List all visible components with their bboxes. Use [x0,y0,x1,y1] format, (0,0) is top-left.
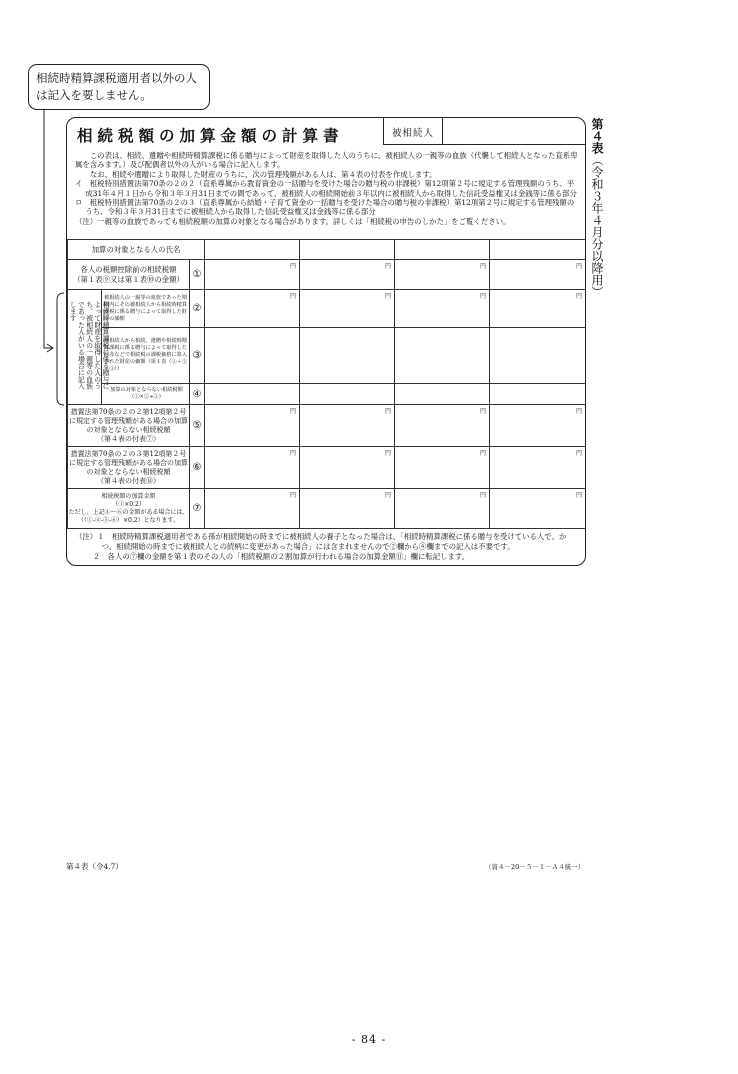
amount-cell[interactable] [395,328,490,384]
amount-cell[interactable]: 円 [300,489,395,529]
amount-cell[interactable]: 円 [395,447,490,489]
row-number: ⑦ [190,489,205,529]
amount-cell[interactable]: 円 [300,290,395,328]
amount-cell[interactable]: 円 [205,290,300,328]
row5-label: 措置法第70条の２の２第12項第２号に規定する管理残額がある場合の加算の対象とならない相続税額 （第４表の付表⑦） [68,405,190,447]
row1-label: 各人の税額控除前の相続税額 （第１表⑨又は第１表⑩の金額） [68,260,190,290]
name-cell[interactable] [395,240,490,260]
table-row [68,405,586,447]
amount-cell[interactable]: 円 [490,290,586,328]
note-2: ２ 各人の⑦欄の金額を第１表のその人の「相続税額の２割加算が行われる場合の加算金額⑪」欄に転記します。 [92,552,470,561]
row2-label: 被相続人の一親等の血族であった期間内にその被相続人から相続時精算課税に係る贈与によって取得した財産の価額 [102,290,190,328]
table-row [68,384,586,405]
amount-cell[interactable]: 円 [490,260,586,290]
row-number: ③ [190,328,205,384]
callout-note: 相続時精算課税適用者以外の人は記入を要しません。 [28,64,210,110]
name-cell[interactable] [205,240,300,260]
note-1: （注）１ 相続時精算課税適用者である孫が相続開始の時までに被相続人の養子となった場合は、「相続時精算課税に係る贈与を受けている人で、かつ、相続開始の時までに被相続人との続柄に変更があった場合」には含まれませんので②欄から④欄までの記入は不要です。 [75,532,567,551]
row-number: ⑤ [190,405,205,447]
amount-cell[interactable]: 円 [300,260,395,290]
heir-box [383,118,585,145]
row-number: ⑥ [190,447,205,489]
amount-cell[interactable]: 円 [395,260,490,290]
footer-form-code: 第４表（令4.7） [66,862,123,871]
heir-separator [442,118,443,144]
intro-item-i: イ 租税特別措置法第70条の２の２（直系尊属から教育資金の一括贈与を受けた場合の贈与税の非課税）第12項第２号に規定する管理残額のうち、平成31年４月１日から令和３年３月31日までの間であって、被相続人の相続開始前３年以内に被相続人から取得した信託受益権又は金銭等に係る部分 [75,179,577,198]
intro-paragraph: この表は、相続、遺贈や相続時精算課税に係る贈与によって財産を取得した人のうちに、被相続人の一親等の血族（代襲して相続人となった直系卑属を含みます。）及び配偶者以外の人がいる場合に記入します。 [75,151,578,170]
intro-item-ro: ロ 租税特別措置法第70条の２の３（直系尊属から結婚・子育て資金の一括贈与を受けた場合の贈与税の非課税）第12項第２号に規定する管理残額のうち、令和３年３月31日までに被相続人から取得した信託受益権又は金銭等に係る部分 [75,198,575,217]
intro-text [75,151,579,226]
intro-paragraph: なお、相続や遺贈により取得した財産のうちに、次の管理残額がある人は、第４表の付表を作成します。 [89,169,437,179]
form-title: 相続税額の加算金額の計算書 [77,127,344,145]
amount-cell[interactable]: 円 [205,447,300,489]
row-number: ① [190,260,205,290]
form-box [66,117,586,566]
row4-label: 加算の対象とならない相続税額 （①×②÷③） [102,384,190,405]
amount-cell[interactable] [205,328,300,384]
amount-cell[interactable]: 円 [395,290,490,328]
amount-cell[interactable]: 円 [490,489,586,529]
table-row [68,489,586,529]
page-number: - 84 - [351,1033,387,1046]
amount-cell[interactable] [395,384,490,405]
name-label: 加算の対象となる人の氏名 [68,240,205,260]
amount-cell[interactable]: 円 [205,260,300,290]
amount-cell[interactable] [300,328,395,384]
amount-cell[interactable]: 円 [205,489,300,529]
name-cell[interactable] [300,240,395,260]
table-row [68,290,586,328]
name-cell[interactable] [490,240,586,260]
row-number: ④ [190,384,205,405]
amount-cell[interactable]: 円 [395,405,490,447]
amount-cell[interactable] [205,384,300,405]
table-row [68,240,586,260]
amount-cell[interactable]: 円 [395,489,490,529]
calc-table [67,239,586,529]
amount-cell[interactable]: 円 [205,405,300,447]
side-label-bold: 第４表 [590,118,604,154]
footer-ref-code: （資４－20－５－１－Ａ４統一） [485,863,585,871]
row7-label: 相続税額の加算金額 （①×0.2） ただし、上記④～⑥の金額がある場合には、（（①-④-⑤-⑥）×0.2）となります。 [68,489,190,529]
amount-cell[interactable]: 円 [490,405,586,447]
side-label-rest: （令和３年４月分以降用） [590,154,604,298]
row6-label: 措置法第70条の２の３第12項第２号に規定する管理残額がある場合の加算の対象とならない相続税額 （第４表の付表⑭） [68,447,190,489]
intro-note: （注）一親等の血族であっても相続税額の加算の対象となる場合があります。詳しくは「相続税の申告のしかた」をご覧ください。 [75,216,511,226]
row3-label: 被相続人から相続、遺贈や相続時精算課税に係る贈与によって取得した財産などで相続税の課税価格に算入された財産の価額（第１表（①＋②＋③）） [102,328,190,384]
table-row [68,447,586,489]
heir-label: 被相続人 [392,128,435,139]
group-label: 相続時精算課税に係る贈与によって財産を取得した人のうち、被相続人の一親等の血族であった人がいる場合に記入します [68,290,102,405]
amount-cell[interactable]: 円 [300,447,395,489]
amount-cell[interactable]: 円 [490,447,586,489]
amount-cell[interactable]: 円 [300,405,395,447]
table-row [68,328,586,384]
amount-cell[interactable] [300,384,395,405]
notes [75,532,579,562]
amount-cell[interactable] [490,384,586,405]
side-label [590,118,604,298]
amount-cell[interactable] [490,328,586,384]
row-number: ② [190,290,205,328]
table-row [68,260,586,290]
